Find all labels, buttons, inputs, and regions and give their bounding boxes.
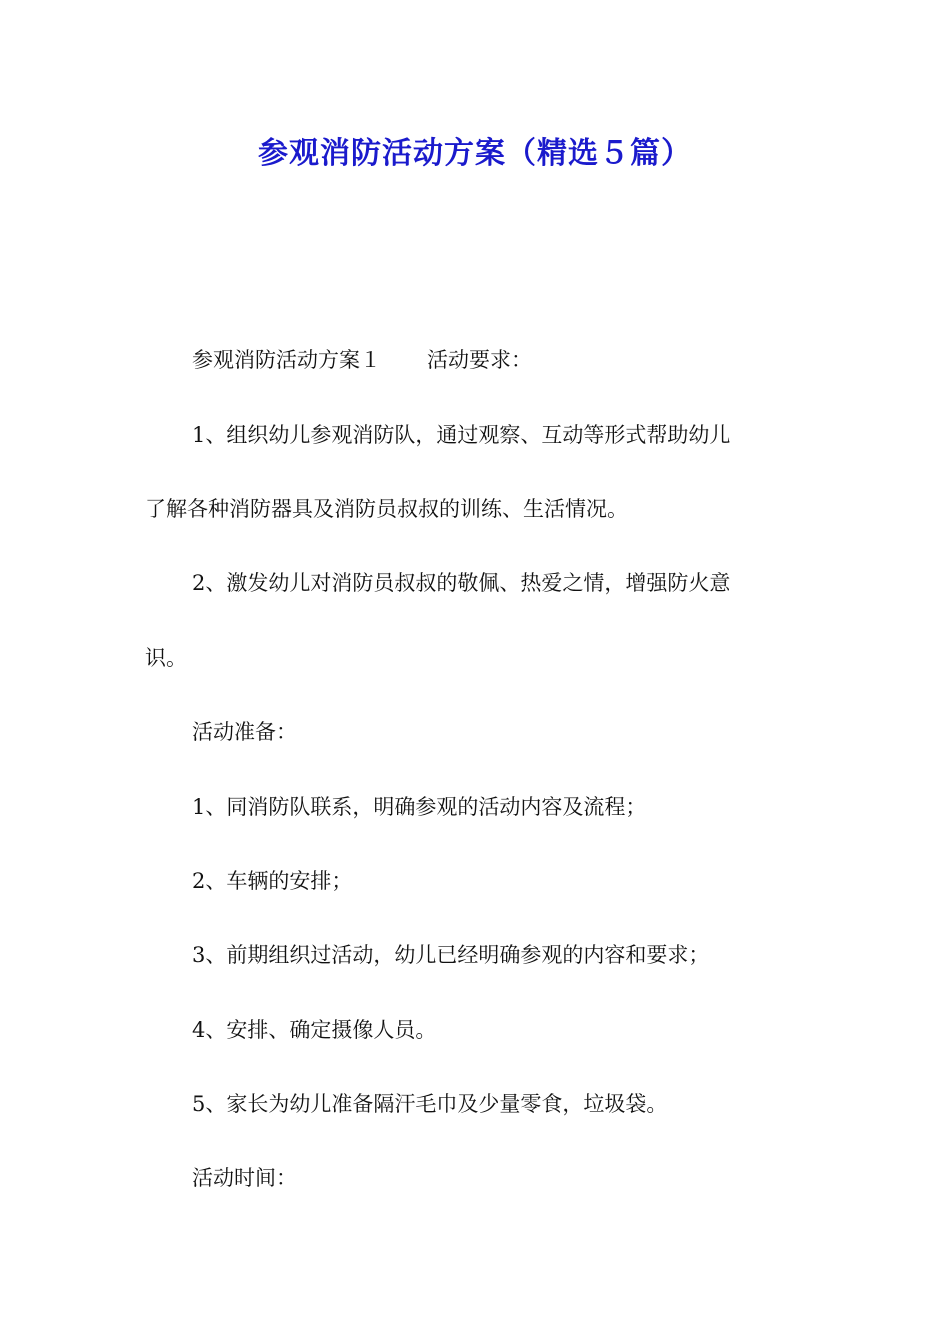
requirement-2-line-2: 识。	[145, 646, 187, 670]
section-heading: 参观消防活动方案１	[192, 348, 381, 372]
preparation-item-5: 5、家长为幼儿准备隔汗毛巾及少量零食，垃圾袋。	[192, 1092, 668, 1116]
preparation-item-3: 3、前期组织过活动，幼儿已经明确参观的内容和要求；	[192, 943, 710, 967]
document-title: 参观消防活动方案（精选５篇）	[258, 136, 692, 171]
preparation-item-1: 1、同消防队联系，明确参观的活动内容及流程；	[192, 795, 647, 819]
requirement-2-line-1: 2、激发幼儿对消防员叔叔的敬佩、热爱之情，增强防火意	[192, 571, 731, 595]
requirements-label: 活动要求：	[427, 348, 532, 372]
preparation-label: 活动准备：	[192, 720, 297, 744]
section-heading-line	[192, 345, 857, 375]
time-label: 活动时间：	[192, 1166, 297, 1190]
requirement-1-line-1: 1、组织幼儿参观消防队，通过观察、互动等形式帮助幼儿	[192, 423, 731, 447]
preparation-item-4: 4、安排、确定摄像人员。	[192, 1018, 437, 1042]
requirement-1-line-2: 了解各种消防器具及消防员叔叔的训练、生活情况。	[145, 497, 628, 521]
preparation-item-2: 2、车辆的安排；	[192, 869, 353, 893]
